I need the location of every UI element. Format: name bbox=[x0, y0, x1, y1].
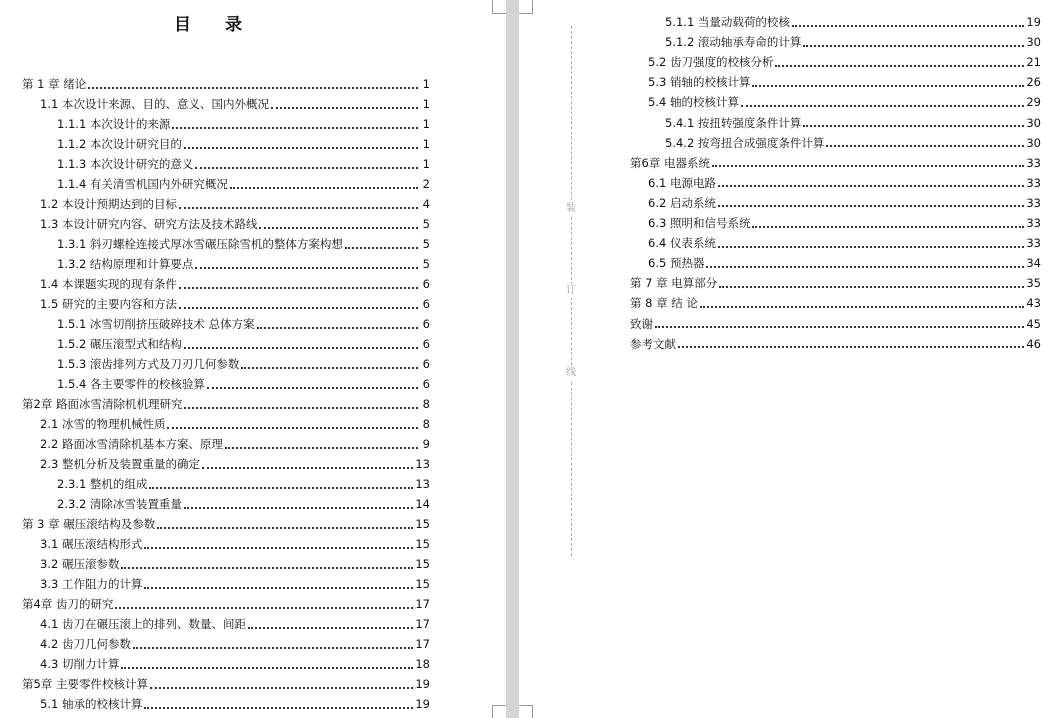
toc-entry[interactable] bbox=[57, 334, 430, 354]
toc-entry-page: 17 bbox=[415, 617, 430, 631]
toc-entry[interactable] bbox=[665, 32, 1041, 52]
toc-leader-dots bbox=[803, 44, 1024, 47]
toc-entry-title: 1.1.1 本次设计的来源 bbox=[57, 117, 171, 131]
toc-entry-title: 第5章 主要零件校核计算 bbox=[22, 677, 148, 691]
toc-entry-page: 14 bbox=[415, 497, 430, 511]
toc-entry-page: 15 bbox=[415, 577, 430, 591]
toc-entry[interactable] bbox=[630, 314, 1041, 334]
toc-leader-dots bbox=[207, 386, 418, 389]
toc-entry-title: 参考文献 bbox=[630, 336, 676, 351]
toc-entry-page: 2 bbox=[422, 177, 430, 191]
binding-char-xian: 线 bbox=[566, 367, 576, 378]
toc-entry-title: 1.5.1 冰雪切削挤压破碎技术 总体方案 bbox=[57, 317, 255, 331]
toc-entry[interactable] bbox=[40, 454, 430, 474]
toc-entry[interactable] bbox=[648, 72, 1041, 92]
toc-entry-title: 第 3 章 碾压滚结构及参数 bbox=[22, 517, 156, 531]
toc-entry-page: 5 bbox=[422, 237, 430, 251]
toc-entry-title: 第 1 章 绪论 bbox=[22, 77, 87, 91]
page-gap bbox=[506, 0, 519, 718]
toc-entry-page: 13 bbox=[415, 457, 430, 471]
toc-leader-dots bbox=[167, 426, 418, 429]
toc-entry[interactable] bbox=[630, 273, 1041, 293]
toc-entry[interactable] bbox=[22, 74, 430, 94]
toc-leader-dots bbox=[225, 446, 418, 449]
toc-page-right bbox=[519, 0, 1060, 718]
toc-entry[interactable] bbox=[40, 414, 430, 434]
toc-leader-dots bbox=[752, 225, 1024, 228]
toc-leader-dots bbox=[259, 226, 418, 229]
toc-entry[interactable] bbox=[40, 534, 430, 554]
toc-entry[interactable] bbox=[57, 314, 430, 334]
toc-entry[interactable] bbox=[630, 153, 1041, 173]
toc-entry-title: 6.2 启动系统 bbox=[648, 195, 716, 210]
toc-entry-page: 33 bbox=[1026, 216, 1041, 230]
toc-entry-title: 5.4 轴的校核计算 bbox=[648, 95, 739, 110]
toc-entry[interactable] bbox=[40, 214, 430, 234]
toc-entry-page: 30 bbox=[1026, 35, 1041, 50]
toc-entry-page: 17 bbox=[415, 637, 430, 651]
toc-leader-dots bbox=[184, 506, 413, 509]
toc-entry-title: 1.3.1 斜刃螺栓连接式厚冰雪碾压除雪机的整体方案构想 bbox=[57, 237, 343, 251]
toc-entry[interactable] bbox=[57, 354, 430, 374]
toc-entry-page: 8 bbox=[422, 397, 430, 411]
toc-entry-page: 21 bbox=[1026, 55, 1041, 70]
toc-entry-page: 6 bbox=[422, 377, 430, 391]
toc-entry[interactable] bbox=[40, 694, 430, 714]
toc-entry-page: 29 bbox=[1026, 95, 1041, 110]
toc-entry-title: 3.3 工作阻力的计算 bbox=[40, 577, 143, 591]
toc-entry[interactable] bbox=[648, 52, 1041, 72]
toc-entry-title: 5.4.2 按弯扭合成强度条件计算 bbox=[665, 135, 825, 150]
toc-leader-dots bbox=[144, 546, 413, 549]
toc-entry-page: 15 bbox=[415, 557, 430, 571]
toc-leader-dots bbox=[144, 586, 413, 589]
toc-entry-page: 8 bbox=[422, 417, 430, 431]
toc-leader-dots bbox=[184, 146, 418, 149]
toc-leader-dots bbox=[184, 346, 418, 349]
toc-entry[interactable] bbox=[630, 334, 1041, 354]
toc-leader-dots bbox=[133, 646, 413, 649]
toc-leader-dots bbox=[826, 144, 1024, 147]
toc-entry[interactable] bbox=[630, 293, 1041, 313]
toc-entry-title: 5.1.1 当量动载荷的校核 bbox=[665, 15, 790, 29]
toc-leader-dots bbox=[195, 166, 418, 169]
toc-entry[interactable] bbox=[40, 654, 430, 674]
toc-entry-page: 26 bbox=[1026, 75, 1041, 90]
toc-entry-title: 5.3 销轴的校核计算 bbox=[648, 75, 751, 90]
toc-leader-dots bbox=[678, 345, 1024, 348]
toc-leader-dots bbox=[150, 686, 413, 689]
toc-entry-page: 30 bbox=[1026, 115, 1041, 130]
toc-entry[interactable] bbox=[648, 193, 1041, 213]
toc-leader-dots bbox=[257, 326, 418, 329]
toc-entry-title: 致谢 bbox=[630, 316, 653, 331]
toc-entry-page: 4 bbox=[422, 197, 430, 211]
toc-entry-page: 1 bbox=[422, 117, 430, 131]
toc-entry-page: 1 bbox=[422, 157, 430, 171]
toc-entry[interactable] bbox=[40, 634, 430, 654]
toc-entry[interactable] bbox=[665, 133, 1041, 153]
toc-entry-page: 1 bbox=[422, 137, 430, 151]
toc-entry[interactable] bbox=[57, 234, 430, 254]
toc-entry-title: 2.3 整机分析及装置重量的确定 bbox=[40, 457, 200, 471]
toc-entry-page: 6 bbox=[422, 337, 430, 351]
toc-leader-dots bbox=[719, 285, 1024, 288]
toc-entry-page: 6 bbox=[422, 277, 430, 291]
toc-page-left bbox=[0, 0, 506, 718]
toc-entry-title: 5.1 轴承的校核计算 bbox=[40, 697, 143, 711]
toc-leader-dots bbox=[792, 24, 1024, 27]
toc-entry-page: 33 bbox=[1026, 195, 1041, 210]
toc-entry[interactable] bbox=[40, 274, 430, 294]
toc-entry-page: 6 bbox=[422, 297, 430, 311]
toc-entry-title: 第 8 章 结 论 bbox=[630, 296, 698, 311]
toc-entry[interactable] bbox=[665, 12, 1041, 32]
toc-leader-dots bbox=[172, 126, 418, 129]
toc-leader-dots bbox=[271, 106, 418, 109]
toc-entry-title: 1.5.2 碾压滚型式和结构 bbox=[57, 337, 182, 351]
toc-entry-title: 1.5 研究的主要内容和方法 bbox=[40, 297, 177, 311]
toc-entry-title: 1.1.2 本次设计研究目的 bbox=[57, 137, 182, 151]
toc-entry[interactable] bbox=[57, 174, 430, 194]
toc-entry[interactable] bbox=[40, 554, 430, 574]
toc-entry[interactable] bbox=[57, 134, 430, 154]
toc-entry[interactable] bbox=[22, 514, 430, 534]
toc-entry[interactable] bbox=[22, 394, 430, 414]
toc-entry[interactable] bbox=[665, 113, 1041, 133]
toc-entry-page: 5 bbox=[422, 217, 430, 231]
toc-leader-dots bbox=[121, 566, 413, 569]
toc-entry-title: 1.5.4 各主要零件的校核验算 bbox=[57, 377, 205, 391]
toc-entry-title: 4.2 齿刀几何参数 bbox=[40, 637, 131, 651]
toc-entry[interactable] bbox=[648, 253, 1041, 273]
toc-entry[interactable] bbox=[22, 594, 430, 614]
toc-entry-page: 17 bbox=[415, 597, 430, 611]
toc-leader-dots bbox=[115, 606, 413, 609]
toc-entry-title: 2.3.1 整机的组成 bbox=[57, 477, 148, 491]
toc-entry-page: 35 bbox=[1026, 276, 1041, 291]
corner-mark bbox=[492, 0, 506, 14]
toc-entry-page: 13 bbox=[415, 477, 430, 491]
toc-leader-dots bbox=[144, 706, 413, 709]
toc-entry-title: 1.2 本设计预期达到的目标 bbox=[40, 197, 177, 211]
toc-leader-dots bbox=[718, 245, 1024, 248]
toc-entry-title: 6.1 电源电路 bbox=[648, 175, 716, 190]
toc-entry[interactable] bbox=[57, 154, 430, 174]
toc-leader-dots bbox=[718, 204, 1024, 207]
toc-entry-page: 19 bbox=[415, 677, 430, 691]
toc-leader-dots bbox=[706, 265, 1024, 268]
toc-entry[interactable] bbox=[40, 294, 430, 314]
toc-entry-page: 5 bbox=[422, 257, 430, 271]
toc-entry-title: 6.3 照明和信号系统 bbox=[648, 216, 751, 230]
toc-entry-title: 6.5 预热器 bbox=[648, 256, 705, 271]
toc-leader-dots bbox=[803, 124, 1024, 127]
toc-leader-dots bbox=[775, 64, 1024, 67]
toc-leader-dots bbox=[345, 246, 418, 249]
toc-entry-page: 15 bbox=[415, 537, 430, 551]
toc-entry[interactable] bbox=[40, 194, 430, 214]
toc-entry-title: 第 7 章 电算部分 bbox=[630, 276, 718, 291]
toc-entry-page: 18 bbox=[415, 657, 430, 671]
toc-entry-page: 33 bbox=[1026, 175, 1041, 190]
toc-entry-page: 1 bbox=[422, 97, 430, 111]
toc-entry-title: 5.1.2 滚动轴承寿命的计算 bbox=[665, 35, 802, 50]
toc-leader-dots bbox=[195, 266, 418, 269]
toc-leader-dots bbox=[718, 184, 1024, 187]
corner-mark bbox=[519, 0, 533, 14]
binding-char-ding: 订 bbox=[566, 285, 576, 296]
toc-entry[interactable] bbox=[648, 233, 1041, 253]
toc-entry-title: 1.5.3 滚齿排列方式及刀刃几何参数 bbox=[57, 357, 240, 371]
toc-entry[interactable] bbox=[648, 213, 1041, 233]
toc-entry-title: 5.2 齿刀强度的校核分析 bbox=[648, 55, 774, 70]
toc-entry-page: 45 bbox=[1026, 316, 1041, 331]
toc-entry-title: 第4章 齿刀的研究 bbox=[22, 597, 114, 611]
toc-leader-dots bbox=[179, 306, 418, 309]
toc-leader-dots bbox=[184, 406, 418, 409]
toc-entry-page: 19 bbox=[415, 697, 430, 711]
toc-entry[interactable] bbox=[40, 574, 430, 594]
toc-leader-dots bbox=[121, 666, 413, 669]
toc-leader-dots bbox=[149, 486, 413, 489]
toc-entry-title: 2.1 冰雪的物理机械性质 bbox=[40, 417, 166, 431]
toc-entry-title: 1.3 本设计研究内容、研究方法及技术路线 bbox=[40, 217, 258, 231]
toc-entry-title: 4.3 切削力计算 bbox=[40, 657, 120, 671]
toc-entry-title: 第2章 路面冰雪清除机机理研究 bbox=[22, 397, 183, 411]
toc-entry-title: 4.1 齿刀在碾压滚上的排列、数量、间距 bbox=[40, 617, 246, 631]
toc-entry-title: 1.1.4 有关清雪机国内外研究概况 bbox=[57, 177, 228, 191]
toc-leader-dots bbox=[88, 86, 418, 89]
toc-leader-dots bbox=[202, 466, 413, 469]
toc-entry-page: 33 bbox=[1026, 155, 1041, 170]
toc-entry[interactable] bbox=[40, 434, 430, 454]
toc-entry-page: 43 bbox=[1026, 296, 1041, 311]
toc-entry-title: 6.4 仪表系统 bbox=[648, 236, 716, 251]
toc-entry[interactable] bbox=[40, 614, 430, 634]
toc-leader-dots bbox=[179, 286, 418, 289]
binding-char-zhuang: 装 bbox=[566, 203, 576, 214]
toc-leader-dots bbox=[712, 164, 1024, 167]
toc-entry-page: 46 bbox=[1026, 336, 1041, 351]
toc-entry-page: 19 bbox=[1026, 15, 1041, 29]
toc-entry[interactable] bbox=[57, 494, 430, 514]
toc-leader-dots bbox=[241, 366, 418, 369]
toc-entry-title: 3.1 碾压滚结构形式 bbox=[40, 537, 143, 551]
toc-entry-page: 6 bbox=[422, 357, 430, 371]
toc-entry-title: 2.3.2 清除冰雪装置重量 bbox=[57, 497, 182, 511]
toc-entry-title: 1.3.2 结构原理和计算要点 bbox=[57, 257, 194, 271]
corner-mark bbox=[519, 705, 533, 718]
toc-leader-dots bbox=[752, 84, 1024, 87]
toc-entry-page: 6 bbox=[422, 317, 430, 331]
toc-entry-page: 1 bbox=[422, 77, 430, 91]
toc-entry-page: 15 bbox=[415, 517, 430, 531]
toc-title: 目 录 bbox=[174, 15, 256, 35]
toc-entry[interactable] bbox=[40, 94, 430, 114]
toc-leader-dots bbox=[655, 325, 1024, 328]
toc-entry-page: 34 bbox=[1026, 256, 1041, 271]
toc-leader-dots bbox=[179, 206, 418, 209]
toc-entry-title: 3.2 碾压滚参数 bbox=[40, 557, 120, 571]
toc-entry-title: 1.1 本次设计来源、目的、意义、国内外概况 bbox=[40, 97, 269, 111]
toc-entry[interactable] bbox=[57, 114, 430, 134]
toc-entry-title: 1.1.3 本次设计研究的意义 bbox=[57, 157, 194, 171]
toc-leader-dots bbox=[700, 305, 1024, 308]
corner-mark bbox=[492, 705, 506, 718]
toc-entry[interactable] bbox=[57, 474, 430, 494]
toc-entry-page: 30 bbox=[1026, 135, 1041, 150]
toc-entry[interactable] bbox=[57, 374, 430, 394]
toc-entry-title: 5.4.1 按扭转强度条件计算 bbox=[665, 115, 802, 130]
toc-entry[interactable] bbox=[648, 92, 1041, 112]
toc-entry-title: 第6章 电器系统 bbox=[630, 155, 710, 170]
toc-entry-title: 1.4 本课题实现的现有条件 bbox=[40, 277, 177, 291]
toc-leader-dots bbox=[230, 186, 418, 189]
toc-leader-dots bbox=[157, 526, 413, 529]
toc-entry-page: 9 bbox=[422, 437, 430, 451]
toc-entry[interactable] bbox=[57, 254, 430, 274]
toc-entry[interactable] bbox=[648, 173, 1041, 193]
toc-leader-dots bbox=[741, 104, 1024, 107]
toc-entry-page: 33 bbox=[1026, 236, 1041, 251]
toc-entry-title: 2.2 路面冰雪清除机基本方案、原理 bbox=[40, 437, 223, 451]
toc-leader-dots bbox=[248, 626, 413, 629]
toc-entry[interactable] bbox=[22, 674, 430, 694]
